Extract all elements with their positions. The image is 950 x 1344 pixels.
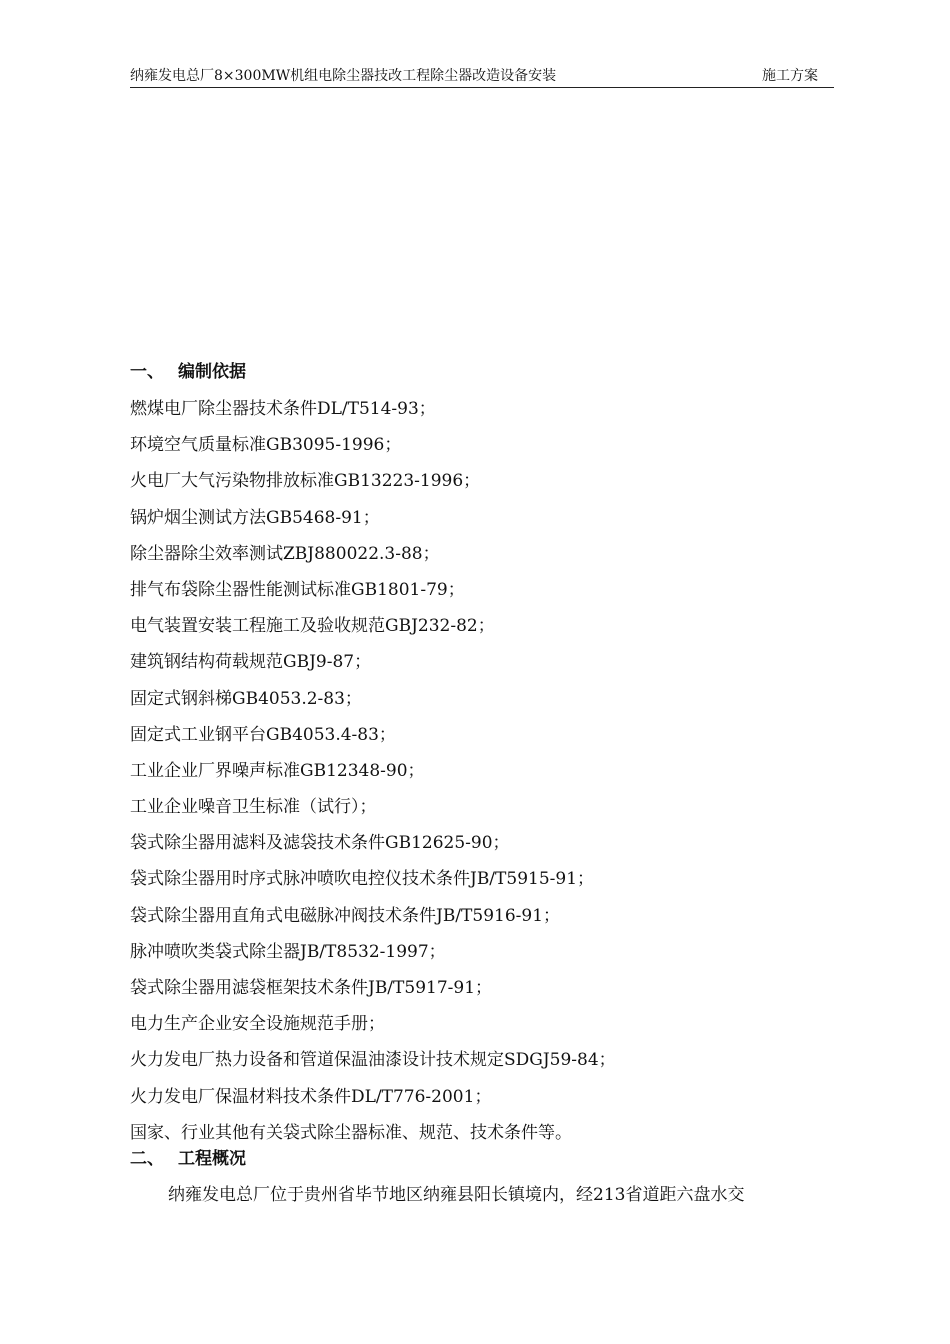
reference-item: 燃煤电厂除尘器技术条件DL/T514-93； (130, 399, 436, 419)
reference-item: 工业企业噪音卫生标准（试行）； (130, 797, 377, 818)
reference-item: 袋式除尘器用直角式电磁脉冲阀技术条件JB/T5916-91； (130, 905, 561, 926)
section-title: 工程概况 (178, 1149, 246, 1169)
section-number: 一、 (130, 362, 164, 382)
overview-paragraph: 纳雍发电总厂位于贵州省毕节地区纳雍县阳长镇境内，经213省道距六盘水交 (168, 1185, 745, 1205)
reference-item: 固定式工业钢平台GB4053.4-83； (130, 724, 396, 745)
reference-item: 国家、行业其他有关袋式除尘器标准、规范、技术条件等。 (130, 1122, 572, 1143)
reference-item: 脉冲喷吹类袋式除尘器JB/T8532-1997； (130, 941, 446, 962)
reference-item: 建筑钢结构荷载规范GBJ9-87； (130, 652, 372, 673)
reference-item: 火电厂大气污染物排放标准GB13223-1996； (130, 471, 481, 492)
reference-item: 锅炉烟尘测试方法GB5468-91； (130, 507, 380, 528)
header-title: 纳雍发电总厂8×300MW机组电除尘器技改工程除尘器改造设备安装 (130, 68, 557, 84)
reference-item: 电气装置安装工程施工及验收规范GBJ232-82； (130, 616, 495, 637)
reference-item: 袋式除尘器用滤袋框架技术条件JB/T5917-91； (130, 978, 493, 998)
reference-item: 固定式钢斜梯GB4053.2-83； (130, 688, 362, 709)
reference-item: 火力发电厂保温材料技术条件DL/T776-2001； (130, 1086, 492, 1107)
header-doc-type: 施工方案 (762, 68, 818, 84)
reference-item: 工业企业厂界噪声标准GB12348-90； (130, 760, 425, 781)
reference-item: 电力生产企业安全设施规范手册； (130, 1014, 385, 1035)
reference-item: 袋式除尘器用滤料及滤袋技术条件GB12625-90； (130, 833, 510, 854)
section-title: 编制依据 (178, 362, 246, 382)
section-number: 二、 (130, 1149, 164, 1169)
section-heading-basis (130, 361, 246, 383)
reference-list (130, 397, 616, 1157)
page-header (130, 66, 834, 88)
reference-item: 袋式除尘器用时序式脉冲喷吹电控仪技术条件JB/T5915-91； (130, 869, 595, 890)
reference-item: 除尘器除尘效率测试ZBJ880022.3-88； (130, 543, 440, 564)
reference-item: 火力发电厂热力设备和管道保温油漆设计技术规定SDGJ59-84； (130, 1050, 616, 1071)
reference-item: 环境空气质量标准GB3095-1996； (130, 435, 402, 456)
section-heading-overview (130, 1148, 246, 1170)
reference-item: 排气布袋除尘器性能测试标准GB1801-79； (130, 579, 465, 600)
